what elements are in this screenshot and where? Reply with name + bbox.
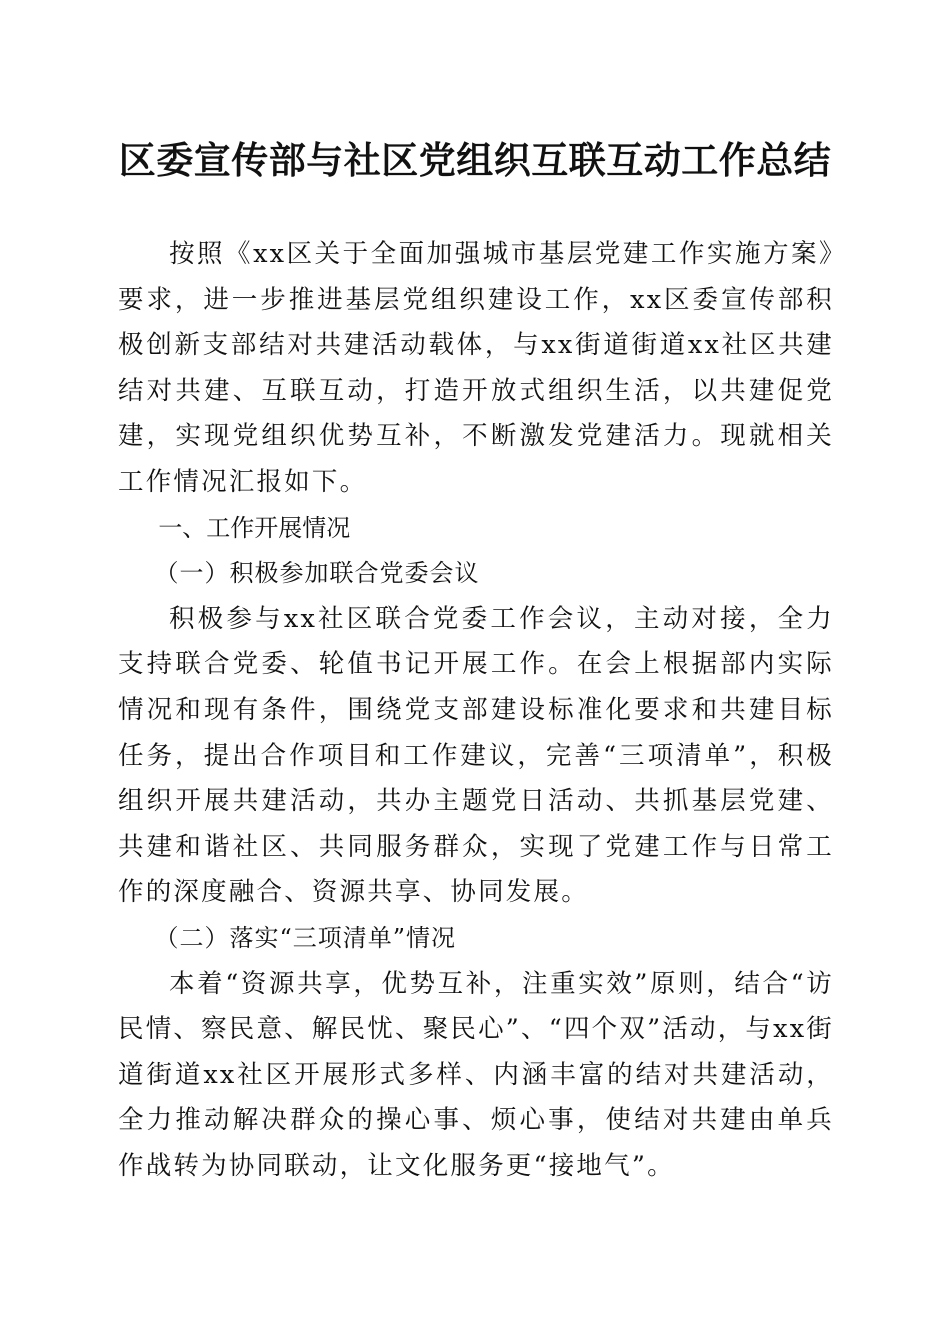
section-1-heading: 一、工作开展情况 bbox=[158, 513, 351, 542]
subsection-1-heading: （一）积极参加联合党委会议 bbox=[154, 559, 480, 588]
intro-paragraph: 按照《xx区关于全面加强城市基层党建工作实施方案》要求，进一步推进基层党组织建设工作，xx区委宣传部积极创新支部结对共建活动载体，与xx街道街道xx社区共建结对共建、互联互动，打造开放式组织生活，以共建促党建，实现党组织优势互补，不断激发党建活力。现就相关工作情况汇报如下。 bbox=[118, 239, 834, 497]
document-title: 区委宣传部与社区党组织互联互动工作总结 bbox=[118, 139, 832, 182]
document-body bbox=[118, 232, 834, 1189]
subsection-1-paragraph: 积极参与xx社区联合党委工作会议，主动对接，全力支持联合党委、轮值书记开展工作。在会上根据部内实际情况和现有条件，围绕党支部建设标准化要求和共建目标任务，提出合作项目和工作建议，完善“三项清单”，积极组织开展共建活动，共办主题党日活动、共抓基层党建、共建和谐社区、共同服务群众，实现了党建工作与日常工作的深度融合、资源共享、协同发展。 bbox=[118, 603, 834, 908]
subsection-2-heading: （二）落实“三项清单”情况 bbox=[154, 923, 457, 952]
subsection-2-paragraph: 本着“资源共享，优势互补，注重实效”原则，结合“访民情、察民意、解民忧、聚民心”、“四个双”活动，与xx街道街道xx社区开展形式多样、内涵丰富的结对共建活动，全力推动解决群众的操心事、烦心事，使结对共建由单兵作战转为协同联动，让文化服务更“接地气”。 bbox=[118, 968, 834, 1181]
